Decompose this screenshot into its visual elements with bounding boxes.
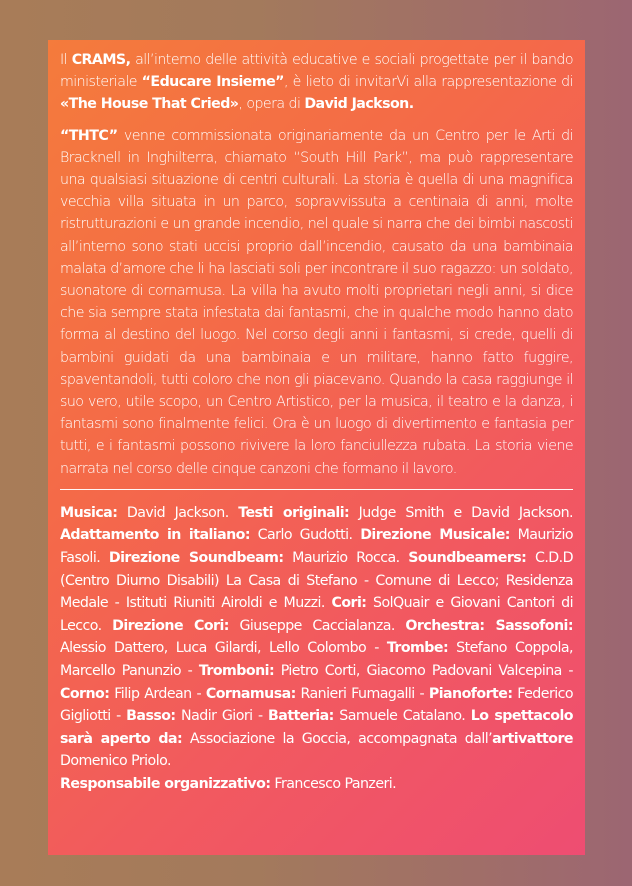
responsabile-value: Francesco Panzeri. <box>270 775 397 792</box>
story-paragraph <box>60 125 573 480</box>
credit-value: Stefano Coppola, Marcello Panunzio - <box>60 640 573 680</box>
author-name: David Jackson. <box>304 96 414 113</box>
credit-value: Judge Smith e David Jackson. <box>349 504 573 521</box>
credits-paragraph <box>60 502 573 796</box>
invitation-panel <box>48 40 585 855</box>
credit-label: artivattore <box>492 730 573 747</box>
credit-label: Batteria: <box>268 708 334 725</box>
intro-text-3: , è lieto di invitarVi alla rappresentazione di <box>283 74 573 91</box>
responsabile-label: Responsabile organizzativo: <box>60 775 271 792</box>
credit-label: Musica: <box>60 504 118 521</box>
credit-label: Soundbeamers: <box>408 550 527 567</box>
credit-value: SolQuair e Giovani Cantori di Lecco. <box>60 595 573 634</box>
credit-value: Alessio Dattero, Luca Gilardi, Lello Colombo - <box>60 640 387 657</box>
credit-label: Trombe: <box>386 640 449 657</box>
credit-value: Ranieri Fumagalli - <box>295 685 429 702</box>
credit-value: Samuele Catalano. <box>333 708 471 725</box>
intro-paragraph <box>60 49 573 116</box>
credit-label: Direzione Musicale: <box>360 527 510 544</box>
intro-text-4: , opera di <box>238 96 305 113</box>
thtc-abbrev: “THTC” <box>60 127 118 144</box>
credit-value: C.D.D (Centro Diurno Disabili) La Casa di Stefano - Comune di Lecco; Residenza Medale - Istituti Riuniti Airoldi e Muzzi. <box>60 550 573 612</box>
credit-label: Cori: <box>331 595 367 612</box>
credit-label: Pianoforte: <box>428 685 513 702</box>
credit-value: Maurizio Fasoli. <box>60 527 573 567</box>
credit-value: Federico Gigliotti - <box>60 685 573 725</box>
credit-label: Adattamento in italiano: <box>60 527 250 544</box>
credit-label: Corno: <box>60 685 110 702</box>
credit-value: Associazione la Goccia, accompagnata dall’ <box>182 730 493 747</box>
show-title: «The House That Cried» <box>60 96 239 113</box>
credit-label: Direzione Cori: <box>112 617 229 634</box>
credit-value: Filip Ardean - <box>109 685 206 702</box>
credit-value: Pietro Corti, Giacomo Padovani Valcepina - <box>274 663 573 680</box>
section-divider <box>60 489 573 490</box>
intro-text-1: Il <box>60 52 72 68</box>
crams-name: CRAMS, <box>71 52 131 68</box>
credit-value: Carlo Gudotti. <box>250 527 361 544</box>
credit-label: Testi originali: <box>238 504 350 521</box>
story-text: venne commissionata originariamente da un Centro per le Arti di Bracknell in Inghilterra, chiamato “South Hill Park”, ma può rappresentare una qualsiasi situazione di centri culturali. La storia è quella di una magnifica vecchia villa situata in un parco, sopravvissuta a centinaia di anni, molte ristrutturazioni e un grande incendio, nel quale si narra che dei bimbi nascosti all’interno sono stati uccisi proprio dall’incendio, causato da una bambinaia malata d’amore che li ha lasciati soli per incontrare il suo ragazzo: un soldato, suonatore di cornamusa. La villa ha avuto molti proprietari negli anni, si dice che sia sempre stata infestata dai fantasmi, che in qualche modo hanno dato forma al destino del luogo. Nel corso degli anni i fantasmi, si crede, quelli di bambini guidati da una bambinaia e un militare, hanno fatto fuggire, spaventandoli, tutti coloro che non gli piacevano. Quando la casa raggiunge il suo vero, utile scopo, un Centro Artistico, per la musica, il teatro e la danza, i fantasmi sono finalmente felici. Ora è un luogo di divertimento e fantasia per tutti, e i fantasmi possono rivivere la loro fanciullezza rubata. La storia viene narrata nel corso delle cinque canzoni che formano il lavoro. <box>60 127 573 477</box>
credit-label: Lo spettacolo sarà aperto da: <box>60 708 573 747</box>
credit-label: Basso: <box>126 708 176 725</box>
educare-insieme-name: “Educare Insieme” <box>141 74 284 91</box>
credit-value: Nadir Giori - <box>175 708 269 725</box>
credit-value: Giuseppe Caccialanza. <box>228 617 406 634</box>
credit-label: Tromboni: <box>198 663 275 680</box>
credit-label: Direzione Soundbeam: <box>108 550 284 567</box>
credit-value: Maurizio Rocca. <box>283 550 409 567</box>
credit-value: David Jackson. <box>117 504 239 521</box>
credit-value: Domenico Priolo. <box>60 753 171 770</box>
credit-label: Cornamusa: <box>205 685 296 702</box>
credit-label: Orchestra: Sassofoni: <box>405 617 573 634</box>
intro-text-2: all’interno delle attività educative e sociali progettate per il bando ministeriale <box>60 52 573 91</box>
